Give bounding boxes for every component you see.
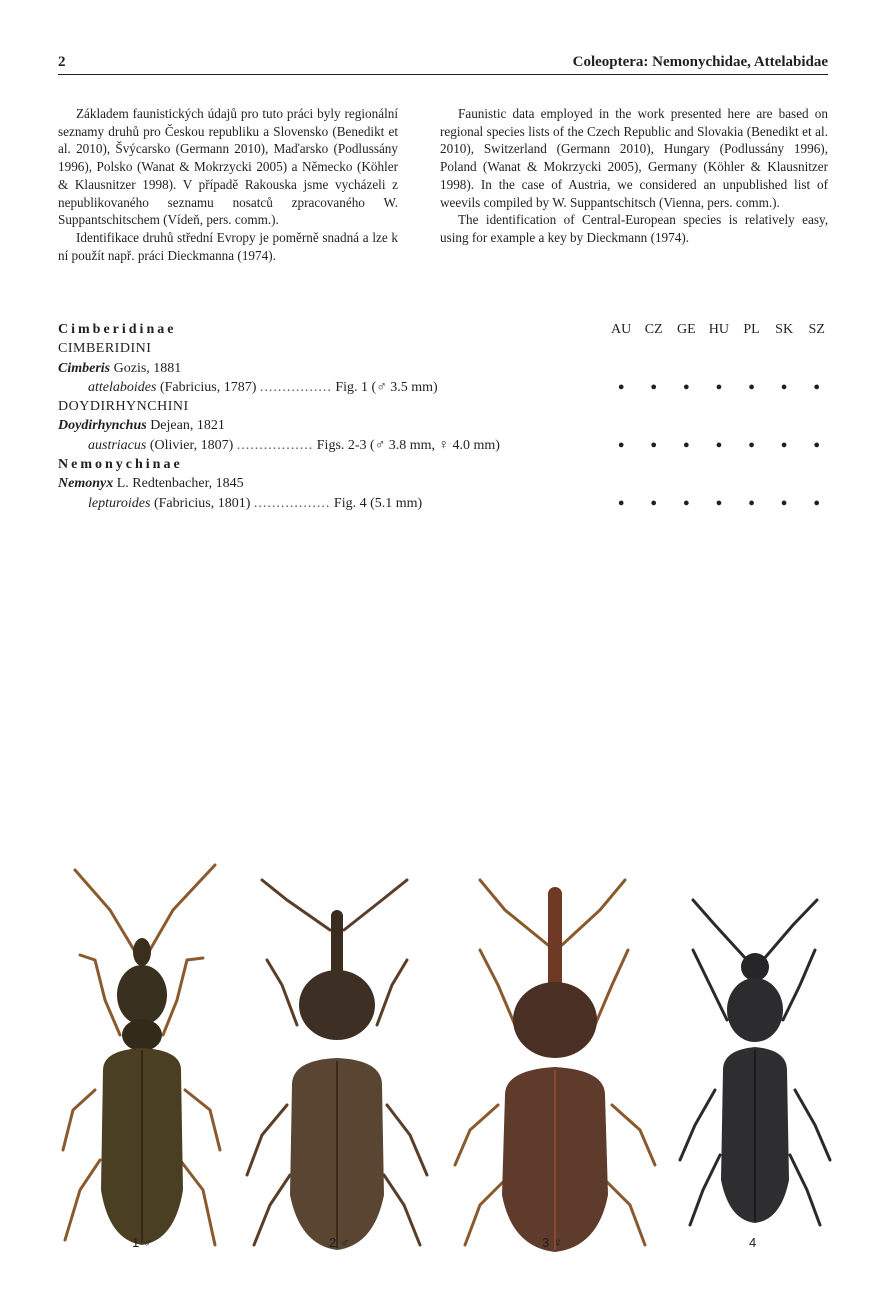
presence-dot: ● — [780, 496, 788, 509]
country-code-header — [605, 320, 833, 339]
species-row — [58, 436, 833, 455]
presence-dot: ● — [813, 380, 821, 393]
page-header — [58, 54, 828, 76]
country-code: HU — [708, 322, 730, 337]
species-author: (Olivier, 1807) — [149, 437, 234, 453]
presence-dot: ● — [748, 496, 755, 509]
figure-label-1: 1 ♂ — [132, 1235, 153, 1250]
genus-name: Doydirhynchus — [58, 418, 147, 434]
figure-label-2: 2 ♂ — [329, 1235, 350, 1250]
presence-dot: ● — [715, 438, 723, 451]
beetle-figure-1 — [55, 860, 230, 1255]
presence-dot: ● — [813, 438, 821, 451]
presence-dot: ● — [683, 380, 690, 393]
tribe-name: CIMBERIDINI — [58, 341, 152, 357]
subfamily-name: Nemonychinae — [58, 457, 183, 473]
presence-dot: ● — [683, 438, 690, 451]
tribe-row — [58, 339, 833, 358]
english-text-column — [440, 105, 828, 247]
presence-dot: ● — [813, 496, 821, 509]
presence-dot: ● — [715, 496, 723, 509]
genus-row — [58, 474, 833, 493]
genus-name: Nemonyx — [58, 476, 114, 492]
header-rule — [58, 74, 828, 75]
species-author: (Fabricius, 1801) — [153, 495, 251, 511]
country-code: PL — [743, 322, 760, 337]
presence-marks — [605, 378, 833, 397]
beetle-figure-3 — [450, 875, 660, 1255]
tribe-name: DOYDIRHYNCHINI — [58, 399, 189, 415]
country-code: AU — [611, 322, 632, 337]
presence-dot: ● — [748, 438, 755, 451]
leader-dots: ................. — [236, 437, 314, 453]
presence-dot: ● — [715, 380, 723, 393]
species-list — [58, 320, 833, 513]
species-name: attelaboides — [88, 379, 157, 395]
species-row — [58, 378, 833, 397]
tribe-row — [58, 397, 833, 416]
subfamily-row — [58, 320, 833, 339]
presence-dot: ● — [617, 496, 625, 509]
english-paragraph-1: Faunistic data employed in the work presented here are based on regional species lists of the Czech Republic and Slovakia (Benedikt et al. 2010), Switzerland (Germann 2010), Hungary (Podlussány 1996), Poland (Wanat & Mokrzycki 2005), Germany (Köhler & Klausnitzer 1998). In the case of Austria, we considered an unpublished list of weevils compiled by W. Suppantschitsch (Vienna, pers. comm.). — [440, 106, 828, 210]
czech-text-column — [58, 105, 398, 264]
presence-dot: ● — [650, 438, 658, 451]
presence-dot: ● — [617, 438, 625, 451]
species-author: (Fabricius, 1787) — [159, 379, 257, 395]
beetle-figure-4 — [675, 895, 835, 1230]
country-code: SZ — [808, 322, 825, 337]
presence-dot: ● — [683, 496, 690, 509]
subfamily-row — [58, 455, 833, 474]
country-code: CZ — [644, 322, 663, 337]
genus-author: Gozis, 1881 — [113, 360, 182, 376]
genus-row — [58, 416, 833, 435]
genus-row — [58, 359, 833, 378]
country-code: SK — [775, 322, 794, 337]
species-name: austriacus — [88, 437, 147, 453]
country-code: GE — [676, 322, 696, 337]
presence-dot: ● — [780, 438, 788, 451]
figure-reference: Fig. 4 (5.1 mm) — [333, 495, 423, 511]
figure-reference: Figs. 2-3 (♂ 3.8 mm, ♀ 4.0 mm) — [316, 437, 500, 453]
czech-paragraph-1: Základem faunistických údajů pro tuto práci byly regionální seznamy druhů pro Českou republiku a Slovensko (Benedikt et al. 2010), Švýcarsko (Germann 2010), Maďarsko (Podlussány 1996), Polsko (Wanat & Mokrzycki 2005) a Německo (Köhler & Klausnitzer 1998). V případě Rakouska jsme vycházeli z nepublikovaného seznamu nosatců zpracovaného W. Suppantschitschem (Vídeň, pers. comm.). — [58, 106, 398, 228]
presence-dot: ● — [617, 380, 625, 393]
presence-dot: ● — [650, 380, 658, 393]
presence-marks — [605, 494, 833, 513]
figure-reference: Fig. 1 (♂ 3.5 mm) — [335, 379, 438, 395]
presence-dot: ● — [780, 380, 788, 393]
beetle-figure-2 — [242, 875, 432, 1255]
page-number: 2 — [58, 54, 66, 70]
running-title: Coleoptera: Nemonychidae, Attelabidae — [572, 54, 828, 70]
leader-dots: ................ — [259, 379, 332, 395]
subfamily-name: Cimberidinae — [58, 322, 177, 337]
genus-author: Dejean, 1821 — [150, 418, 225, 434]
species-name: lepturoides — [88, 495, 151, 511]
figure-label-4: 4 — [749, 1235, 757, 1250]
english-paragraph-2: The identification of Central-European species is relatively easy, using for example a key by Dieckmann (1974). — [440, 212, 828, 245]
presence-dot: ● — [650, 496, 658, 509]
leader-dots: ................. — [253, 495, 331, 511]
genus-name: Cimberis — [58, 360, 111, 376]
genus-author: L. Redtenbacher, 1845 — [116, 476, 244, 492]
presence-dot: ● — [748, 380, 755, 393]
czech-paragraph-2: Identifikace druhů střední Evropy je poměrně snadná a lze k ní použít např. práci Dieckmanna (1974). — [58, 229, 398, 263]
species-row — [58, 494, 833, 513]
presence-marks — [605, 436, 833, 455]
figure-label-3: 3 ♀ — [542, 1235, 563, 1250]
